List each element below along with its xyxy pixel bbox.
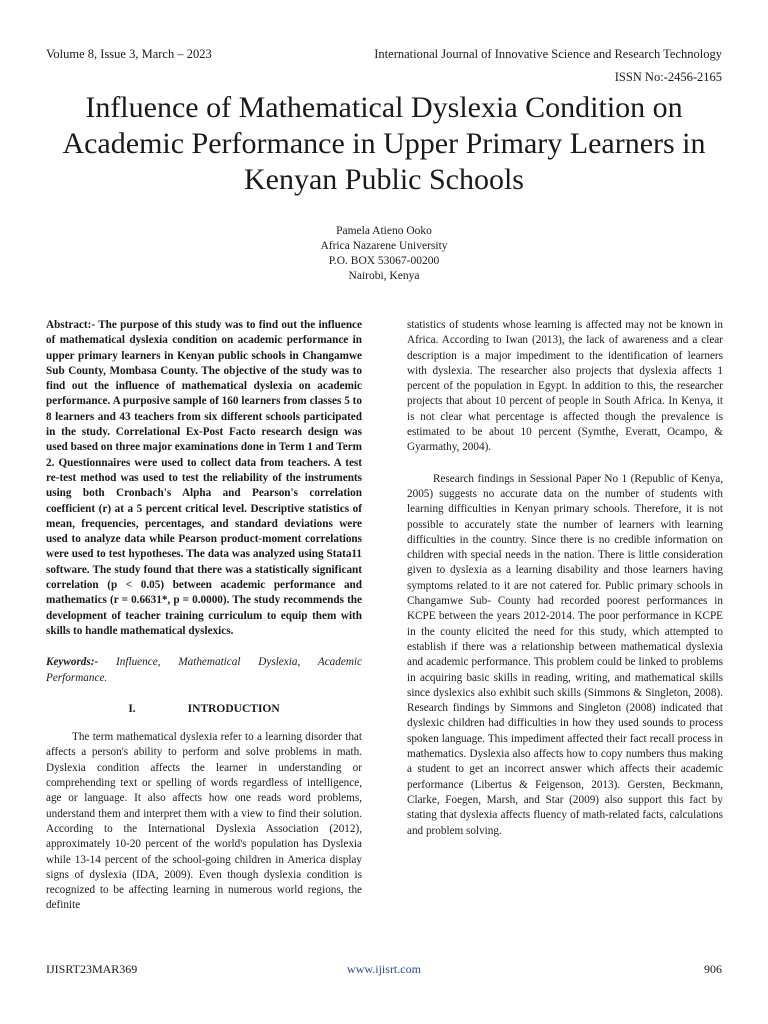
body-paragraph: statistics of students whose learning is affected may not be known in Africa. According to Iwan (2013), the lack of awareness and a clear description is a major impediment to the identification of learners with dyslexia. The researcher also projects that dyslexia affects 1 percent of the population in Egypt. In addition to this, the researcher projects that about 10 percent of people in South Africa. In Kenya, it is not clear what percentage is affected though the prevalence is estimated to be about 10 percent (Symthe, Everatt, Ocampo, & Gyarmathy, 2004). bbox=[407, 319, 723, 454]
journal-website-link[interactable]: www.ijisrt.com bbox=[347, 962, 421, 976]
author-name: Pamela Atieno Ooko bbox=[336, 225, 432, 237]
keywords bbox=[46, 655, 362, 686]
section-title: INTRODUCTION bbox=[187, 702, 280, 715]
paper-id: IJISRT23MAR369 bbox=[46, 962, 138, 976]
keywords-text: Influence, Mathematical Dyslexia, Academic Performance. bbox=[46, 656, 362, 684]
author-affiliation: Africa Nazarene University bbox=[320, 240, 448, 252]
section-number: I. bbox=[128, 702, 136, 715]
author-city: Nairobi, Kenya bbox=[348, 270, 420, 282]
page-number: 906 bbox=[704, 962, 722, 976]
body-paragraph: Research findings in Sessional Paper No 1 (Republic of Kenya, 2005) suggests no accurate data on the number of students with learning difficulties in Kenyan primary schools. Therefore, it is not possible to accurately state the number of learners with learning difficulties in the country. Since there is no credible information on children with special needs in the nation. There is little consideration given to dyslexia as a learning disability and those learners having symptoms related to it are not catered for. Public primary schools in Changamwe Sub- County had recorded poorest performances in KCPE between the years 2012-2014. The poor performance in KCPE in the county elicited the need for this study, which attempted to establish if there was a relationship between mathematical dyslexia and academic performance. This problem could be linked to problems in acquiring basic skills in reading, writing, and mathematical skills since dyslexics also exhibit such skills (Simmons & Singleton, 2008). Research findings by Simmons and Singleton (2008) indicated that dyslexic children had difficulties in how they used sounds to process spoken language. This impediment affected their fact recall process in mathematics. Dyslexia also affects how to copy numbers thus making a student to get an incorrect answer which affects their academic performance (Libertus & Feigenson, 2013). Gersten, Beckmann, Clarke, Foegen, Marsh, and Star (2009) also support this fact by stating that dyslexia affects fluency of math-related facts, calculations and problem solving. bbox=[407, 472, 723, 837]
left-column bbox=[46, 318, 362, 914]
author-address: P.O. BOX 53067-00200 bbox=[328, 255, 440, 267]
right-column bbox=[407, 318, 723, 839]
issn-number: ISSN No:-2456-2165 bbox=[614, 70, 722, 84]
journal-volume: Volume 8, Issue 3, March – 2023 bbox=[46, 47, 212, 61]
abstract: Abstract:- The purpose of this study was to find out the influence of mathematical dyslexia condition on academic performance in upper primary learners in Kenyan public schools in Changamwe Sub County, Mombasa County. The objective of the study was to find out the influence of mathematical dyslexia on academic performance. A purposive sample of 160 learners from classes 5 to 8 learners and 43 teachers from six different schools participated in the study. Correlational Ex-Post Facto research design was used based on three major examinations done in Term 1 and Term 2. Questionnaires were used to collect data from teachers. A test re-test method was used to test the reliability of the instruments using both Cronbach's Alpha and Pearson's correlation coefficient (r) at a 5 percent critical level. Descriptive statistics of mean, frequencies, percentages, and standard deviations were used to analyze data while Pearson product-moment correlations were used to test hypotheses. The data was analyzed using Stata11 software. The study found that there was a statistically significant correlation (p < 0.05) between academic performance and mathematics (r = 0.6631*, p = 0.0000). The study recommends the development of teacher training curriculum to equip them with skills to handle mathematical dyslexics. bbox=[46, 319, 362, 637]
author-block bbox=[0, 224, 768, 284]
keywords-label: Keywords:- bbox=[46, 656, 99, 669]
section-heading-introduction bbox=[46, 702, 362, 717]
paper-title: Influence of Mathematical Dyslexia Condition on Academic Performance in Upper Primary Learners in Kenyan Public Schools bbox=[62, 91, 706, 196]
intro-paragraph: The term mathematical dyslexia refer to a learning disorder that affects a person's ability to perform and solve problems in math. Dyslexia condition affects the learner in understanding or comprehending text or spelling of words regardless of intelligence, age or language. It also affects how one reads word problems, understand them and interpret them with a view to find their solution. According to the International Dyslexia Association (2012), approximately 10-20 percent of the world's population has Dyslexia while 13-14 percent of the school-going children in America display signs of dyslexia (IDA, 2009). Even though dyslexia condition is recognized to be affecting learning in numerous world regions, the definite bbox=[46, 731, 362, 912]
journal-name: International Journal of Innovative Science and Research Technology bbox=[374, 47, 722, 61]
